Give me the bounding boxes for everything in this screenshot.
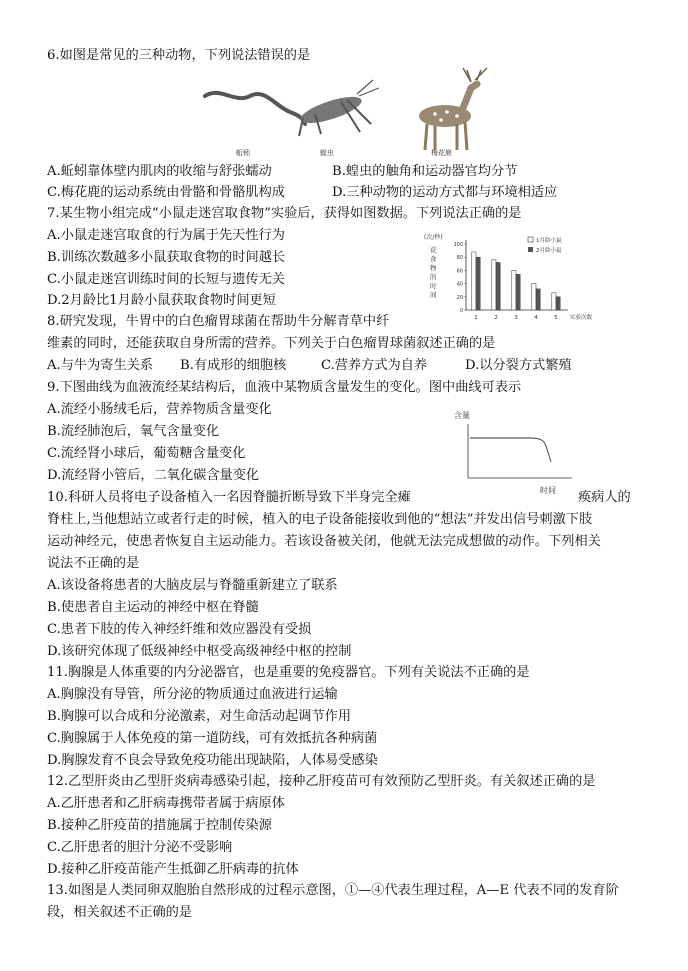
bar-series-2-trial-5 <box>556 297 560 310</box>
q10-line1-part1: 10.科研人员将电子设备植入一名因脊髓折断导致下半身完全瘫 <box>47 490 411 505</box>
blood-content-graph <box>448 406 578 496</box>
legend-swatch-1 <box>528 237 533 242</box>
q10-line4: 说法不正确的是 <box>47 556 140 571</box>
q6-option-c: C.梅花鹿的运动系统由骨骼和骨骼肌构成 <box>47 185 285 200</box>
q10-line2: 脊柱上,当他想站立或者行走的时候，植入的电子设备能接收到他的“想法”并发出信号刺激下肢 <box>47 512 593 527</box>
y-axis-title-char: 物 <box>430 264 437 272</box>
x-axis-label: 实验次数 <box>570 315 593 321</box>
q9-option-d: D.流经肾小管后，二氧化碳含量变化 <box>47 468 260 483</box>
q7-stem: 7.某生物小组完成“小鼠走迷宫取食物”实验后，获得如图数据。下列说法正确的是 <box>47 206 522 221</box>
y-tick-label: 0 <box>459 308 463 314</box>
bar-series-1-trial-5 <box>552 293 556 310</box>
q11-option-d: D.胸腺发育不良会导致免疫功能出现缺陷，人体易受感染 <box>47 753 378 768</box>
q10-line1-part2: 痪病人的 <box>578 490 631 505</box>
q9-option-a: A.流经小肠绒毛后，营养物质含量变化 <box>47 402 272 417</box>
content-curve <box>470 438 551 462</box>
q7-option-a: A.小鼠走迷宫取食的行为属于先天性行为 <box>47 228 285 243</box>
y-tick-label: 100 <box>453 242 463 248</box>
y-tick-label: 20 <box>456 294 463 301</box>
q8-option-d: D.以分裂方式繁殖 <box>465 358 572 373</box>
y-tick-label: 60 <box>456 268 463 275</box>
q8-option-a: A.与牛为寄生关系 <box>47 358 154 373</box>
q11-stem: 11.胸腺是人体重要的内分泌器官，也是重要的免疫器官。下列有关说法不正确的是 <box>47 665 530 680</box>
q8-option-b: B.有成形的细胞核 <box>180 358 287 373</box>
legend-swatch-2 <box>528 247 533 252</box>
q10-option-a: A.该设备将患者的大脑皮层与脊髓重新建立了联系 <box>47 578 338 593</box>
graph-x-label: 时间 <box>540 486 556 495</box>
bar-series-1-trial-2 <box>492 260 496 310</box>
q9-option-c: C.流经肾小球后，葡萄糖含量变化 <box>47 446 246 461</box>
x-tick-label: 1 <box>474 315 478 321</box>
q12-stem: 12.乙型肝炎由乙型肝炎病毒感染引起，接种乙肝疫苗可有效预防乙型肝炎。有关叙述正确的是 <box>47 774 596 789</box>
y-tick-label: 80 <box>456 255 463 262</box>
q8-stem-line1: 8.研究发现，牛胃中的白色瘤胃球菌在帮助牛分解青草中纤 <box>47 314 390 329</box>
y-tick-label: 40 <box>456 281 463 288</box>
bar-series-1-trial-1 <box>472 252 476 310</box>
q6-option-b: B.蝗虫的触角和运动器官均分节 <box>332 164 518 179</box>
q6-option-a: A.蚯蚓靠体壁内肌肉的收缩与舒张蠕动 <box>47 164 272 179</box>
x-tick-label: 3 <box>514 315 518 321</box>
q9-option-b: B.流经肺泡后，氧气含量变化 <box>47 424 220 439</box>
q12-option-a: A.乙肝患者和乙肝病毒携带者属于病原体 <box>47 796 285 811</box>
x-tick-label: 4 <box>534 315 538 321</box>
bar-series-2-trial-4 <box>536 289 540 310</box>
q10-line3: 运动神经元，使患者恢复自主运动能力。若该设备被关闭，他就无法完成想做的动作。下列相关 <box>47 534 601 549</box>
y-axis-title <box>430 245 437 299</box>
caption-earthworm: 蚯蚓 <box>236 149 250 157</box>
bar-series-1-trial-4 <box>532 284 536 310</box>
y-axis-title-char: 获 <box>430 246 437 254</box>
q8-stem-line2: 维素的同时，还能获取自身所需的营养。下列关于白色瘤胃球菌叙述正确的是 <box>47 336 496 351</box>
y-axis-title-char: 间 <box>430 291 437 299</box>
q9-stem: 9.下图曲线为血液流经某结构后，血液中某物质含量发生的变化。图中曲线可表示 <box>47 380 522 395</box>
q7-option-c: C.小鼠走迷宫训练时间的长短与遗传无关 <box>47 272 285 287</box>
q8-option-c: C.营养方式为自养 <box>321 358 428 373</box>
maze-time-bar-chart <box>420 230 610 324</box>
q13-stem-line2: 段，相关叙述不正确的是 <box>47 905 193 920</box>
bar-series-1-trial-3 <box>512 270 516 310</box>
q6-stem: 6.如图是常见的三种动物，下列说法错误的是 <box>47 48 311 63</box>
q13-stem-line1: 13.如图是人类同卵双胞胎自然形成的过程示意图，①—④代表生理过程，A—E 代表不同的发育阶 <box>47 883 619 898</box>
animal-illustrations <box>195 66 495 158</box>
q6-option-d: D.三种动物的运动方式都与环境相适应 <box>332 185 558 200</box>
y-axis-title-char: 的 <box>430 273 437 281</box>
q12-option-b: B.接种乙肝疫苗的措施属于控制传染源 <box>47 818 272 833</box>
legend-label-2: 2月龄小鼠 <box>536 248 562 254</box>
y-unit-label: (次/秒) <box>424 234 443 241</box>
bar-series-2-trial-3 <box>516 274 520 310</box>
q12-option-c: C.乙肝患者的胆汁分泌不受影响 <box>47 840 233 855</box>
y-axis-title-char: 时 <box>430 282 437 290</box>
q10-option-b: B.使患者自主运动的神经中枢在脊髓 <box>47 600 259 615</box>
q10-option-d: D.该研究体现了低级神经中枢受高级神经中枢的控制 <box>47 644 352 659</box>
q7-option-d: D.2月龄比1月龄小鼠获取食物时间更短 <box>47 293 276 308</box>
q11-option-b: B.胸腺可以合成和分泌激素，对生命活动起调节作用 <box>47 709 352 724</box>
q7-option-b: B.训练次数越多小鼠获取食物的时间越长 <box>47 250 286 265</box>
bar-series-2-trial-1 <box>476 257 480 310</box>
legend-label-1: 1月龄小鼠 <box>536 238 562 244</box>
bar-series-2-trial-2 <box>496 262 500 310</box>
q11-option-a: A.胸腺没有导管，所分泌的物质通过血液进行运输 <box>47 687 338 702</box>
y-axis-title-char: 食 <box>430 255 437 263</box>
caption-locust: 蝗虫 <box>320 149 334 157</box>
sika-deer-icon <box>419 68 487 150</box>
earthworm-icon <box>205 93 305 124</box>
graph-y-label: 含量 <box>454 411 470 420</box>
x-tick-label: 2 <box>494 315 498 321</box>
q11-option-c: C.胸腺属于人体免疫的第一道防线，可有效抵抗各种病菌 <box>47 731 378 746</box>
q10-option-c: C.患者下肢的传入神经纤维和效应器没有受损 <box>47 622 312 637</box>
locust-icon <box>298 80 379 136</box>
caption-deer: 梅花鹿 <box>431 149 452 157</box>
q12-option-d: D.接种乙肝疫苗能产生抵御乙肝病毒的抗体 <box>47 862 299 877</box>
x-tick-label: 5 <box>554 315 558 321</box>
